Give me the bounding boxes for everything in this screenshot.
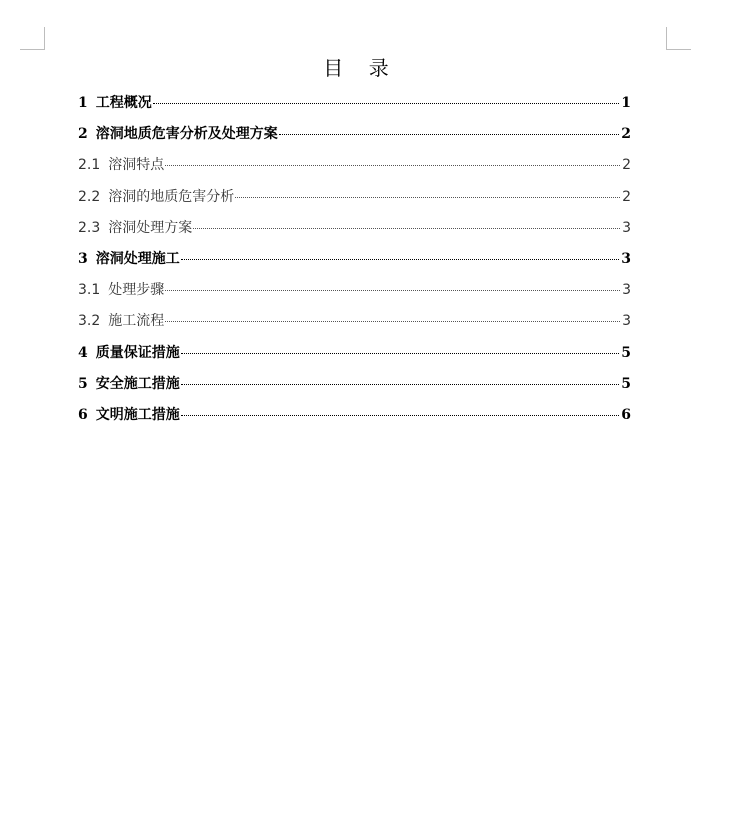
toc-dot-leader [181,384,620,385]
crop-mark-top-right [666,27,691,50]
toc-entry-title: 溶洞特点 [108,157,165,174]
toc-entry-title: 溶洞地质危害分析及处理方案 [95,126,278,143]
toc-entry-title: 文明施工措施 [95,406,180,423]
toc-entry-title: 溶洞处理方案 [108,219,193,236]
toc-entry-page-number: 5 [621,375,631,392]
toc-entry[interactable] [78,310,631,341]
toc-entry-title: 安全施工措施 [95,375,180,392]
toc-entry-page-number: 3 [621,250,631,267]
toc-entry-number: 3.2 [78,313,101,330]
toc-entry-page-number: 3 [622,313,631,330]
toc-dot-leader [235,197,620,198]
toc-dot-leader [153,103,620,104]
toc-entry-number: 6 [78,406,88,423]
toc-entry-page-number: 3 [622,219,631,236]
toc-entry-page-number: 2 [622,157,631,174]
toc-entry-number: 2.3 [78,219,101,236]
toc-entry-page-number: 3 [622,282,631,299]
toc-entry-title: 处理步骤 [108,282,165,299]
crop-mark-top-left [20,27,45,50]
toc-entry[interactable] [78,279,631,310]
toc-entry-number: 2.2 [78,188,101,205]
toc-entry-page-number: 5 [621,344,631,361]
toc-entry[interactable] [78,217,631,248]
toc-list [78,92,631,435]
toc-dot-leader [181,415,620,416]
toc-entry[interactable] [78,186,631,217]
toc-entry-number: 5 [78,375,88,392]
toc-entry[interactable] [78,123,631,154]
toc-entry-number: 2 [78,126,88,143]
toc-entry-title: 工程概况 [95,95,152,111]
toc-entry-page-number: 6 [621,406,631,423]
toc-entry[interactable] [78,248,631,279]
toc-dot-leader [193,228,620,229]
toc-dot-leader [165,165,620,166]
toc-entry[interactable] [78,404,631,435]
toc-entry-number: 2.1 [78,157,101,174]
toc-dot-leader [165,290,620,291]
toc-entry-title: 施工流程 [108,313,165,330]
toc-entry-page-number: 2 [621,126,631,143]
toc-entry-number: 3.1 [78,282,101,299]
toc-dot-leader [165,321,620,322]
toc-entry-number: 3 [78,250,88,267]
toc-entry-title: 质量保证措施 [95,344,180,361]
toc-entry-number: 1 [78,95,88,111]
toc-dot-leader [181,259,620,260]
toc-entry-page-number: 1 [621,95,631,111]
toc-dot-leader [181,353,620,354]
toc-title: 目 录 [323,56,389,80]
toc-entry[interactable] [78,92,631,123]
toc-entry-title: 溶洞处理施工 [95,250,180,267]
toc-entry-title: 溶洞的地质危害分析 [108,188,235,205]
toc-entry[interactable] [78,342,631,373]
toc-entry-page-number: 2 [622,188,631,205]
toc-dot-leader [279,134,620,135]
toc-entry[interactable] [78,154,631,185]
toc-entry-number: 4 [78,344,88,361]
toc-entry[interactable] [78,373,631,404]
